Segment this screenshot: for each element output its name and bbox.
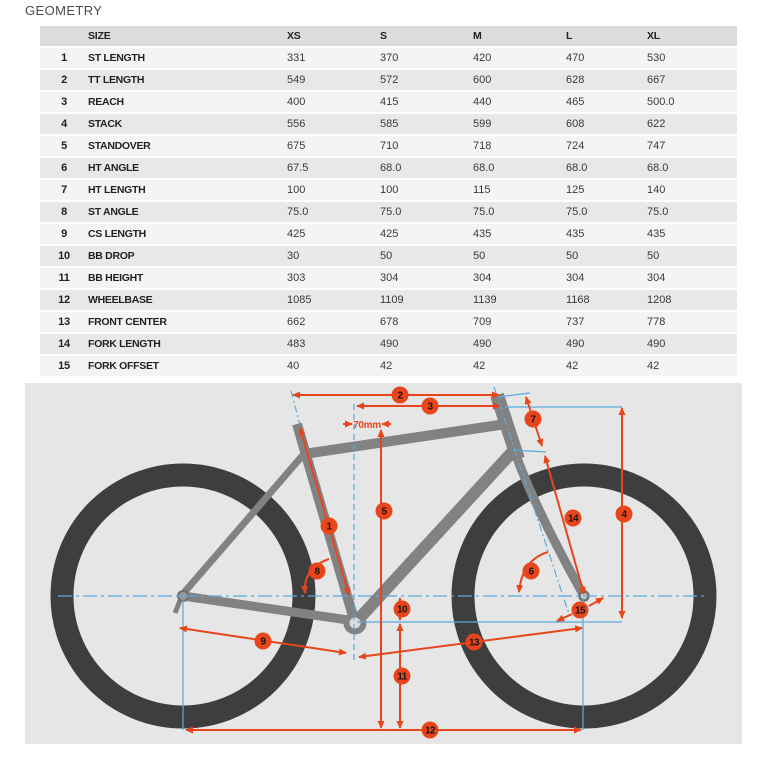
- table-cell: 465: [566, 96, 585, 108]
- table-cell: ST ANGLE: [88, 206, 139, 218]
- table-cell: 1: [61, 52, 67, 64]
- table-cell: 435: [473, 228, 492, 240]
- table-cell: 68.0: [380, 162, 402, 174]
- table-cell: 585: [380, 118, 399, 130]
- svg-text:6: 6: [528, 566, 534, 578]
- marker-fork-offset: [572, 602, 589, 619]
- table-cell: 304: [380, 272, 399, 284]
- marker-standover: [376, 503, 393, 520]
- table-cell: 75.0: [473, 206, 495, 218]
- header-cell-l: L: [566, 30, 573, 42]
- table-cell: 100: [287, 184, 306, 196]
- table-cell: 75.0: [647, 206, 669, 218]
- svg-text:1: 1: [326, 521, 332, 533]
- svg-text:13: 13: [468, 637, 480, 649]
- table-cell: 2: [61, 74, 67, 86]
- page-title: GEOMETRY: [25, 3, 103, 18]
- table-cell: 8: [61, 206, 67, 218]
- table-cell: 42: [566, 360, 579, 372]
- table-cell: STACK: [88, 118, 122, 130]
- table-cell: 7: [61, 184, 67, 196]
- svg-text:11: 11: [397, 671, 407, 683]
- marker-wheelbase: [422, 722, 439, 739]
- table-cell: 1208: [647, 294, 672, 306]
- table-cell: 5: [61, 140, 67, 152]
- svg-text:4: 4: [621, 509, 627, 521]
- table-cell: 1085: [287, 294, 312, 306]
- marker-stack: [616, 506, 633, 523]
- table-cell: 75.0: [287, 206, 309, 218]
- table-cell: 15: [58, 360, 70, 372]
- table-cell: STANDOVER: [88, 140, 151, 152]
- table-cell: 115: [473, 184, 491, 196]
- marker-ht-length: [525, 411, 542, 428]
- table-cell: 125: [566, 184, 585, 196]
- table-cell: 1139: [473, 294, 497, 306]
- table-cell: 50: [380, 250, 393, 262]
- svg-text:2: 2: [397, 390, 403, 402]
- table-cell: 718: [473, 140, 492, 152]
- table-cell: FORK OFFSET: [88, 360, 159, 372]
- table-cell: 370: [380, 52, 399, 64]
- table-cell: 68.0: [566, 162, 588, 174]
- table-cell: HT ANGLE: [88, 162, 139, 174]
- bottom-bracket: [347, 615, 364, 632]
- table-cell: 747: [647, 140, 666, 152]
- table-cell: 42: [473, 360, 486, 372]
- table-cell: ST LENGTH: [88, 52, 145, 64]
- table-cell: 599: [473, 118, 492, 130]
- table-cell: 572: [380, 74, 399, 86]
- table-cell: 100: [380, 184, 399, 196]
- table-cell: 304: [566, 272, 585, 284]
- table-cell: 490: [566, 338, 585, 350]
- marker-fork-length: [565, 510, 582, 527]
- table-cell: 556: [287, 118, 306, 130]
- svg-text:14: 14: [567, 513, 579, 525]
- table-cell: 667: [647, 74, 666, 86]
- svg-text:12: 12: [424, 725, 436, 737]
- svg-text:7: 7: [530, 414, 536, 426]
- header-cell-s: S: [380, 30, 387, 42]
- marker-cs-length: [255, 633, 272, 650]
- marker-reach: [422, 398, 439, 415]
- table-cell: REACH: [88, 96, 124, 108]
- table-cell: 9: [61, 228, 67, 240]
- table-cell: 75.0: [566, 206, 588, 218]
- table-cell: 3: [61, 96, 67, 108]
- header-cell-xs: XS: [287, 30, 301, 42]
- table-cell: 42: [380, 360, 393, 372]
- table-cell: TT LENGTH: [88, 74, 145, 86]
- table-cell: 709: [473, 316, 492, 328]
- table-cell: WHEELBASE: [88, 294, 153, 306]
- table-cell: 435: [566, 228, 585, 240]
- table-cell: 530: [647, 52, 666, 64]
- svg-text:15: 15: [574, 605, 586, 617]
- table-cell: 470: [566, 52, 585, 64]
- marker-bb-height: [394, 668, 411, 685]
- 70mm-label: 70mm: [353, 420, 381, 431]
- header-cell-size: SIZE: [88, 30, 111, 42]
- table-cell: 50: [647, 250, 660, 262]
- table-cell: 40: [287, 360, 300, 372]
- table-cell: 549: [287, 74, 306, 86]
- table-cell: 622: [647, 118, 666, 130]
- table-cell: 4: [61, 118, 67, 130]
- table-cell: 778: [647, 316, 666, 328]
- table-cell: 490: [473, 338, 492, 350]
- svg-text:5: 5: [381, 506, 387, 518]
- table-cell: 11: [58, 272, 70, 284]
- table-cell: 12: [58, 294, 70, 306]
- table-cell: 415: [380, 96, 399, 108]
- table-cell: 425: [287, 228, 306, 240]
- table-cell: FRONT CENTER: [88, 316, 167, 328]
- marker-ht-angle: [523, 563, 540, 580]
- table-cell: 14: [58, 338, 70, 350]
- table-cell: 724: [566, 140, 585, 152]
- table-cell: 13: [58, 316, 70, 328]
- table-cell: 42: [647, 360, 660, 372]
- table-cell: HT LENGTH: [88, 184, 146, 196]
- table-cell: 400: [287, 96, 306, 108]
- marker-st-angle: [309, 563, 326, 580]
- table-cell: 50: [566, 250, 579, 262]
- table-cell: 490: [380, 338, 399, 350]
- table-cell: 67.5: [287, 162, 309, 174]
- table-cell: 304: [647, 272, 666, 284]
- table-cell: 68.0: [647, 162, 669, 174]
- table-cell: CS LENGTH: [88, 228, 146, 240]
- table-cell: 500.0: [647, 96, 675, 108]
- table-cell: 140: [647, 184, 666, 196]
- svg-text:8: 8: [314, 566, 320, 578]
- table-cell: 425: [380, 228, 399, 240]
- table-cell: 490: [647, 338, 666, 350]
- svg-text:10: 10: [396, 604, 408, 616]
- table-cell: 303: [287, 272, 306, 284]
- svg-text:9: 9: [260, 636, 266, 648]
- table-cell: 628: [566, 74, 585, 86]
- table-cell: 1168: [566, 294, 590, 306]
- table-cell: 483: [287, 338, 306, 350]
- header-cell-xl: XL: [647, 30, 661, 42]
- svg-text:3: 3: [427, 401, 433, 413]
- table-cell: 30: [287, 250, 300, 262]
- table-cell: 678: [380, 316, 399, 328]
- table-cell: 675: [287, 140, 306, 152]
- table-cell: 331: [287, 52, 306, 64]
- table-cell: BB DROP: [88, 250, 135, 262]
- table-cell: 440: [473, 96, 492, 108]
- table-cell: 1109: [380, 294, 404, 306]
- table-cell: 710: [380, 140, 399, 152]
- table-cell: 737: [566, 316, 585, 328]
- table-cell: 68.0: [473, 162, 495, 174]
- table-cell: 662: [287, 316, 306, 328]
- table-cell: 420: [473, 52, 492, 64]
- table-cell: 10: [58, 250, 70, 262]
- table-cell: 50: [473, 250, 486, 262]
- marker-front-center: [466, 634, 483, 651]
- marker-bb-drop: [394, 601, 411, 618]
- table-cell: 75.0: [380, 206, 402, 218]
- table-cell: FORK LENGTH: [88, 338, 161, 350]
- table-cell: BB HEIGHT: [88, 272, 144, 284]
- table-cell: 600: [473, 74, 492, 86]
- table-cell: 6: [61, 162, 67, 174]
- marker-tt-length: [392, 387, 409, 404]
- header-cell-m: M: [473, 30, 482, 42]
- table-cell: 608: [566, 118, 585, 130]
- table-cell: 304: [473, 272, 492, 284]
- marker-st-length: [321, 518, 338, 535]
- table-cell: 435: [647, 228, 666, 240]
